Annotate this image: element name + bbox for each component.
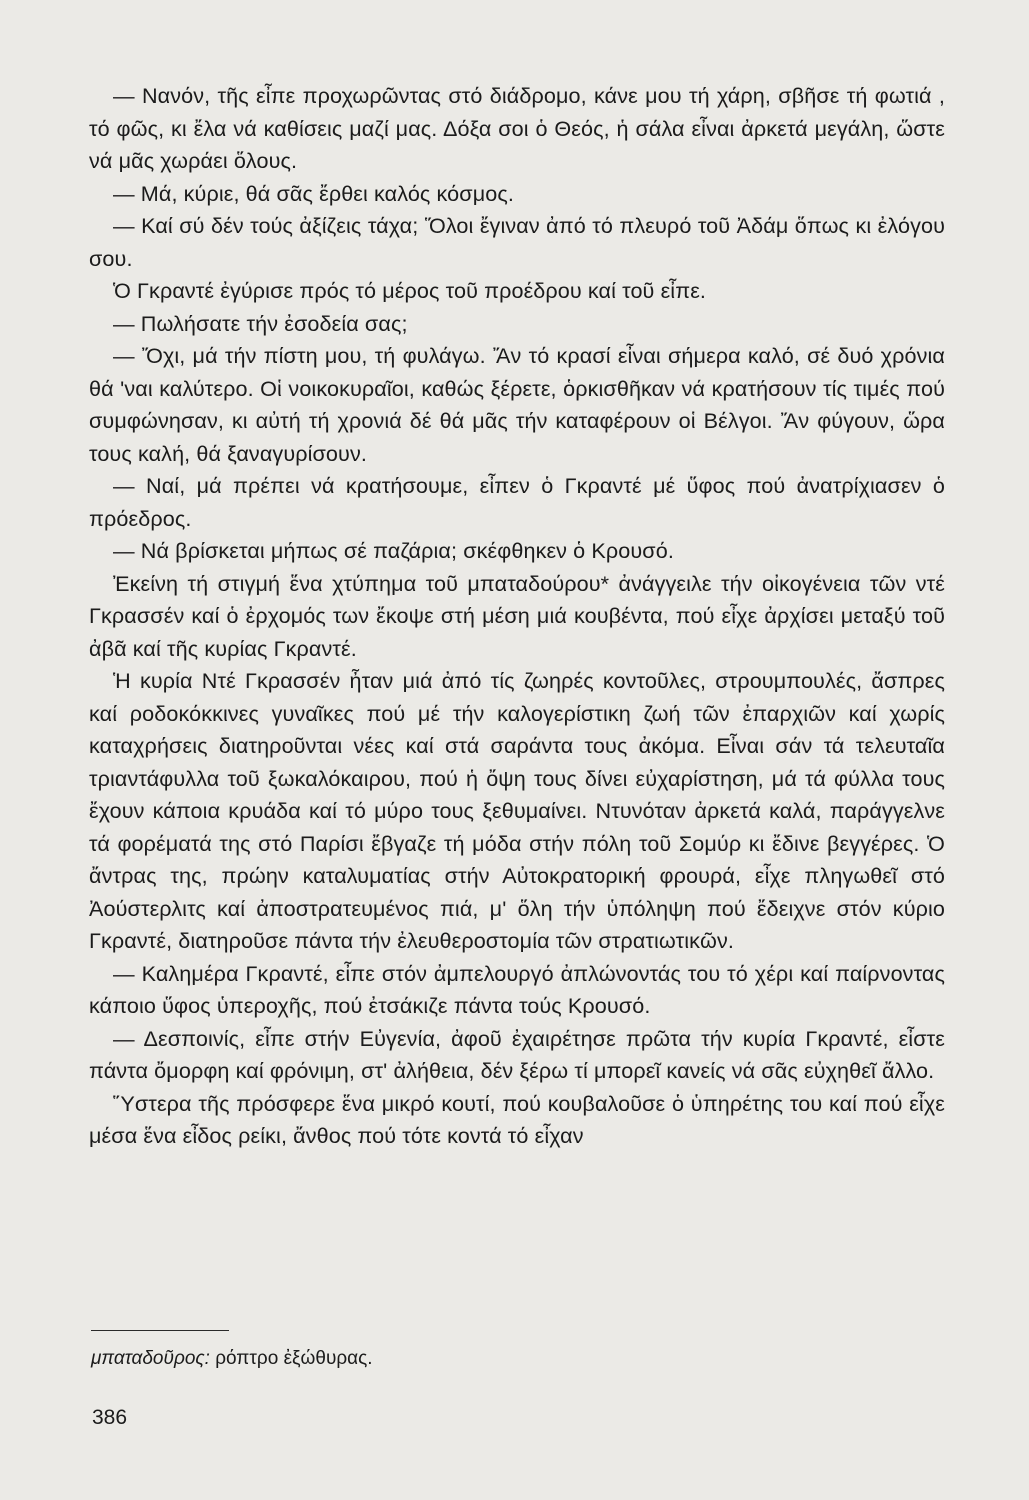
body-text [89,80,945,1153]
paragraph: Ἐκείνη τή στιγμή ἕνα χτύπημα τοῦ μπαταδούρου* ἀνάγγειλε τήν οἰκογένεια τῶν ντέ Γκρασσέν καί ὁ ἐρχομός των ἔκοψε στή μέση μιά κουβέντα, πού εἶχε ἀρχίσει μεταξύ τοῦ ἀβᾶ καί τῆς κυρίας Γκραντέ. [89,570,945,661]
paragraph: — Ὄχι, μά τήν πίστη μου, τή φυλάγω. Ἄν τό κρασί εἶναι σήμερα καλό, σέ δυό χρόνια θά 'ναι καλύτερο. Οἱ νοικοκυραῖοι, καθώς ξέρετε, ὁρκισθῆκαν νά κρατήσουν τίς τιμές πού συμφώνησαν, κι αὐτή τή χρονιά δέ θά μᾶς τήν καταφέρουν οἱ Βέλγοι. Ἄν φύγουν, ὥρα τους καλή, θά ξαναγυρίσουν. [89,343,945,466]
paragraph: — Ναί, μά πρέπει νά κρατήσουμε, εἶπεν ὁ Γκραντέ μέ ὕφος πού ἀνατρίχιασεν ὁ πρόεδρος. [89,473,945,531]
paragraph: — Μά, κύριε, θά σᾶς ἔρθει καλός κόσμος. [113,180,514,206]
paragraph: — Νανόν, τῆς εἶπε προχωρῶντας στό διάδρομο, κάνε μου τή χάρη, σβῆσε τή φωτιά , τό φῶς, κι ἔλα νά καθίσεις μαζί μας. Δόξα σοι ὁ Θεός, ἡ σάλα εἶναι ἀρκετά μεγάλη, ὥστε νά μᾶς χωράει ὅλους. [89,83,945,173]
footnote-term: μπαταδοῦρος: [91,1348,210,1369]
paragraph: Ὁ Γκραντέ ἐγύρισε πρός τό μέρος τοῦ προέδρου καί τοῦ εἶπε. [113,278,707,303]
paragraph: Ὕστερα τῆς πρόσφερε ἕνα μικρό κουτί, πού κουβαλοῦσε ὁ ὑπηρέτης του καί πού εἶχε μέσα ἕνα εἶδος ρείκι, ἄνθος πού τότε κοντά τό εἶχαν [89,1090,945,1148]
footnote-definition: ρόπτρο ἐξώθυρας. [209,1348,373,1369]
paragraph: — Πωλήσατε τήν ἐσοδεία σας; [113,310,408,336]
paragraph: — Καλημέρα Γκραντέ, εἶπε στόν ἀμπελουργό ἀπλώνοντάς του τό χέρι καί παίρνοντας κάποιο ὕφος ὑπεροχῆς, πού ἐτσάκιζε πάντα τούς Κρουσό. [89,960,945,1018]
page-number: 386 [92,1406,128,1429]
paragraph: Ἡ κυρία Ντέ Γκρασσέν ἦταν μιά ἀπό τίς ζωηρές κοντοῦλες, στρουμπουλές, ἄσπρες καί ροδοκόκκινες γυναῖκες πού μέ τήν καλογερίστικη ζωή τῶν ἐπαρχιῶν καί χωρίς καταχρήσεις διατηροῦνται νέες καί στά σαράντα τους ἀκόμα. Εἶναι σάν τά τελευταῖα τριαντάφυλλα τοῦ ξωκαλόκαιρου, πού ἡ ὄψη τους δίνει εὐχαρίστηση, μά τά φύλλα τους ἔχουν κάποια κρυάδα καί τό μύρο τους ξεθυμαίνει. Ντυνόταν ἀρκετά καλά, παράγγελνε τά φορέματά της στό Παρίσι ἔβγαζε τή μόδα στήν πόλη τοῦ Σομύρ κι ἔδινε βεγγέρες. Ὁ ἄντρας της, πρώην καταλυματίας στήν Αὐτοκρατορική φρουρά, εἶχε πληγωθεῖ στό Ἀούστερλιτς καί ἀποστρατευμένος πιά, μ' ὅλη τήν ὑπόληψη πού ἔδειχνε στόν κύριο Γκραντέ, διατηροῦσε πάντα τήν ἐλευθεροστομία τῶν στρατιωτικῶν. [89,668,945,953]
footnote [91,1345,373,1373]
paragraph: — Νά βρίσκεται μήπως σέ παζάρια; σκέφθηκεν ὁ Κρουσό. [113,538,674,563]
paragraph: — Δεσποινίς, εἶπε στήν Εὐγενία, ἀφοῦ ἐχαιρέτησε πρῶτα τήν κυρία Γκραντέ, εἶστε πάντα ὄμορφη καί φρόνιμη, στ' ἀλήθεια, δέν ξέρω τί μπορεῖ κανείς νά σᾶς εὐχηθεῖ ἄλλο. [89,1025,945,1083]
footnote-divider [91,1330,229,1331]
paragraph: — Καί σύ δέν τούς ἀξίζεις τάχα; Ὅλοι ἔγιναν ἀπό τό πλευρό τοῦ Ἀδάμ ὅπως κι ἐλόγου σου. [89,213,945,271]
